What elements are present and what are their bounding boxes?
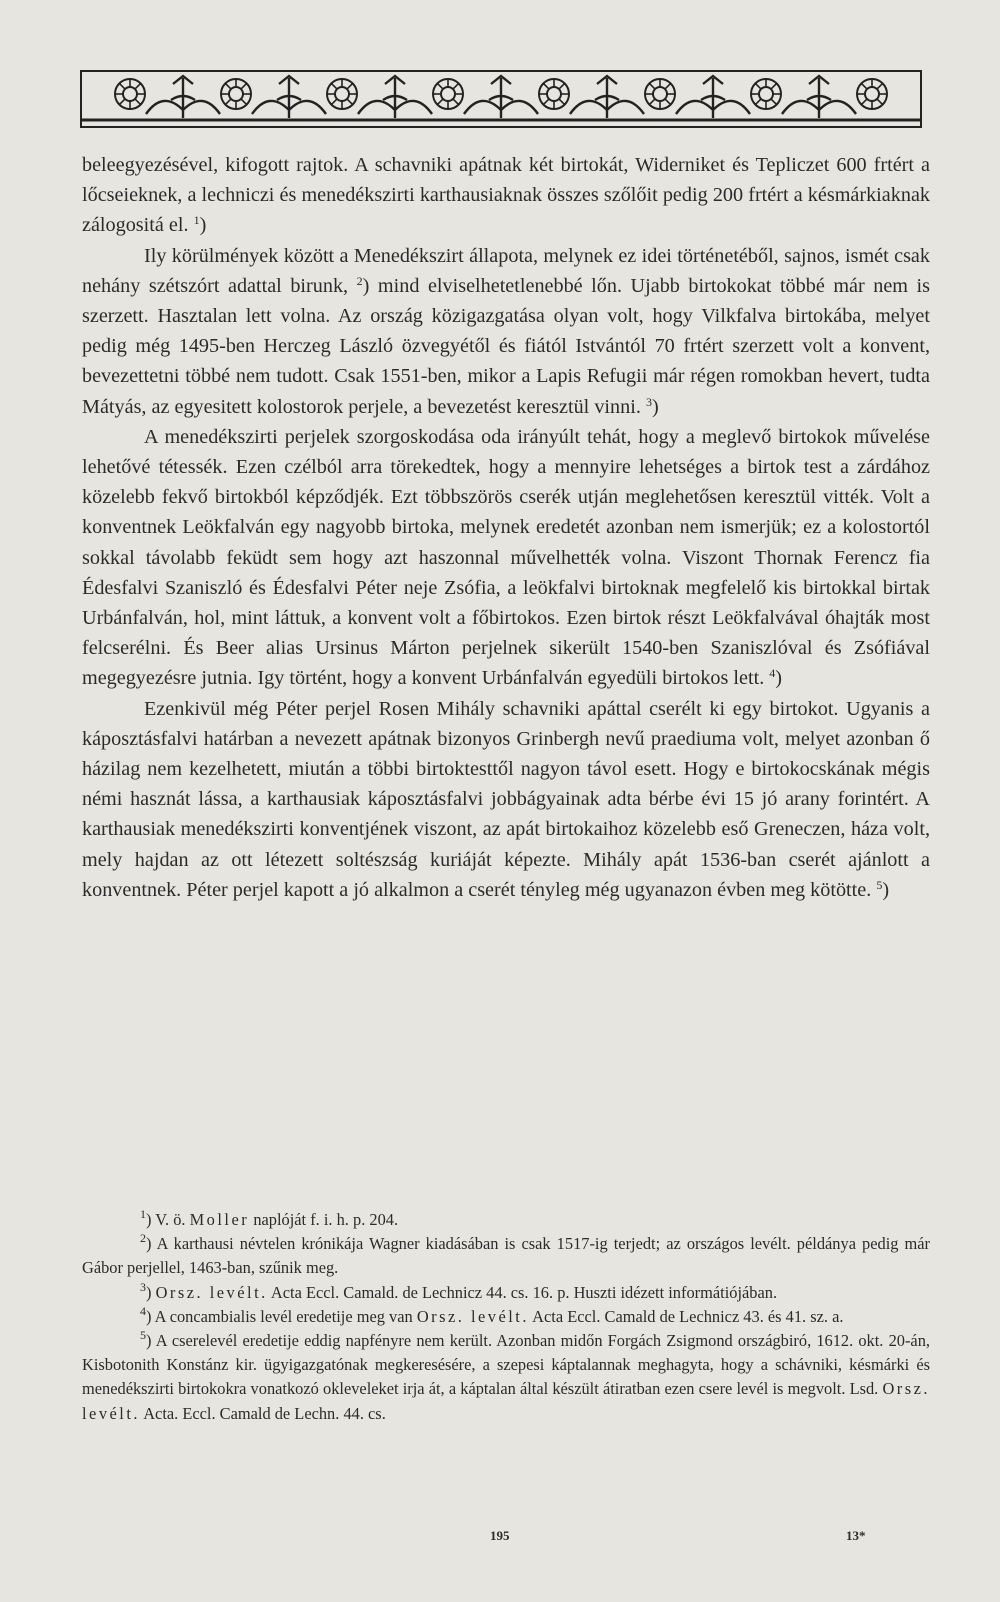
- signature-mark: 13*: [846, 1528, 866, 1543]
- footnote: $^3$) Orsz. levélt. Acta Eccl. Camald. de Lechnicz 44. cs. 16. p. Huszti idézett informátiójában.: [140, 1279, 778, 1302]
- footnote-text: A karthausi névtelen krónikája Wagner kiadásában is csak 1517-ig terjedt; az országos levélt. példánya pedig már Gábor perjellel, 1463-ban, szűnik meg.: [82, 1234, 930, 1278]
- rosette-ornament: [221, 79, 251, 109]
- footnote-text: Acta. Eccl. Camald de Lechn. 44. cs.: [140, 1403, 386, 1423]
- vine-ornament: [146, 76, 220, 118]
- footnote-mark: 5: [140, 1328, 146, 1343]
- decorative-header-border: [80, 70, 922, 128]
- footnote-mark: 3: [140, 1279, 146, 1294]
- rosette-ornament: [433, 79, 463, 109]
- paragraph-text: A menedékszirti perjelek szorgoskodása oda irányúlt tehát, hogy a meglevő birtokok művelése lehetővé tétessék. Ezen czélból arra törekedtek, hogy a mennyire lehetséges a birtok test a zárdához közelebb fekvő birtokból képződjék. Ezt többszörös cserék utján meglehetősen keresztül vitték. Volt a konventnek Leökfalván egy nagyobb birtoka, melynek eredetét azonban nem ismerjük; ez a kolostortól sokkal távolabb feküdt sem hogy azt haszonnal művelhették volna. Viszont Thornak Ferencz fia Édesfalvi Szaniszló és Édesfalvi Péter neje Zsófia, a leökfalvi birtoknak megfelelő kis birtokkal birtak Urbánfalván, hol, mint láttuk, a konvent volt a főbirtokos. Ezen birtok részt Leökfalvával óhajták most felcserélni. És Beer alias Ursinus Márton perjelnek sikerült 1540-ben Szaniszlóval és Zsófiával megegyezésre jutnia. Igy történt, hogy a konvent Urbánfalván egyedüli birtokos lett.: [82, 425, 930, 690]
- rosette-ornament: [115, 79, 145, 109]
- footnote-text: A concambialis levél eredetije meg van: [151, 1306, 417, 1326]
- footnote: $^4$) A concambialis levél eredetije meg van Orsz. levélt. Acta Eccl. Camald de Lechnicz 43. és 41. sz. a.: [140, 1303, 844, 1326]
- footnote-text: naplóját f. i. h. p. 204.: [249, 1210, 399, 1229]
- footnote-text: Acta Eccl. Camald. de Lechnicz 44. cs. 16. p. Huszti idézett informátiójában.: [267, 1282, 778, 1302]
- footnote-reference: 3: [645, 394, 652, 409]
- vine-ornament: [464, 76, 538, 118]
- spaced-source-reference: Moller: [189, 1210, 250, 1229]
- rosette-ornament: [857, 79, 887, 109]
- rosette-ornament: [539, 79, 569, 109]
- paragraph-text-continued: mind elviselhetetlenebbé lőn. Ujabb birtokokat többé már nem is szerzett. Hasztalan lett volna. Az ország közigazgatása olyan volt, hogy Vilkfalva birtokába, melyet pedig még 1495-ben Herczeg László özvegyétől és fiától Istvántól 70 frtért szerzett volt a konvent, bevezettetni többé nem tudott. Csak 1551-ben, mikor a Lapis Refugii már régen romokban hevert, tudta Mátyás, az egyesitett kolostorok perjele, a bevezetést keresztül vinni.: [82, 274, 931, 418]
- main-text: [82, 150, 930, 905]
- footnote-text: V. ö.: [151, 1210, 190, 1229]
- footnote: $^1$) V. ö. Moller naplóját f. i. h. p. 204.: [140, 1207, 399, 1229]
- footnote-reference: 2: [356, 273, 363, 288]
- footnote-mark: 2: [140, 1231, 146, 1246]
- rosette-ornament: [751, 79, 781, 109]
- footnote: $^2$) A karthausi névtelen krónikája Wagner kiadásában is csak 1517-ig terjedt; az országos levélt. példánya pedig már Gábor perjellel, 1463-ban, szűnik meg.: [82, 1231, 930, 1278]
- vine-ornament: [252, 76, 326, 118]
- footnote-separator: [82, 1201, 930, 1203]
- footnote: $^5$) A cserelevél eredetije eddig napfényre nem került. Azonban midőn Forgách Zsigmond országbiró, 1612. okt. 20-án, Kisbotonith Konstánz kir. ügyigazgatónak megkeresésére, a szepesi káptalannak meghagyta, hogy a schávniki, késmárki és menedékszirti birtokokra vonatkozó okleveleket irja át, a káptalan által készült átiratban ezen csere levél is megvolt. Lsd. Orsz. levélt. Acta. Eccl. Camald de Lechn. 44. cs.: [82, 1328, 930, 1423]
- footnote-reference: 1: [193, 213, 200, 228]
- spaced-source-reference: Orsz. levélt.: [416, 1306, 529, 1326]
- footnotes: [82, 1208, 930, 1426]
- footnote-text: Acta Eccl. Camald de Lechnicz 43. és 41. sz. a.: [528, 1306, 844, 1326]
- footnote-mark: 1: [140, 1207, 146, 1221]
- footnote-mark: 4: [140, 1303, 146, 1318]
- rosette-ornament: [645, 79, 675, 109]
- paragraph-text: beleegyezésével, kifogott rajtok. A schavniki apátnak két birtokát, Widerniket és Tepliczet 600 frtért a lőcseieknek, a lechniczi és menedékszirti karthausiaknak összes szőlőit pedig 200 frtért a késmárkiaknak zálogositá el.: [82, 154, 930, 237]
- vine-ornament: [358, 76, 432, 118]
- paragraph: Ily körülmények között a Menedékszirt állapota, melynek ez idei történetéből, sajnos, ismét csak nehány szétszórt adattal birunk, $^2$) mind elviselhetetlenebbé lőn. Ujabb birtokokat többé már nem is szerzett. Hasztalan lett volna. Az ország közigazgatása olyan volt, hogy Vilkfalva birtokába, melyet pedig még 1495-ben Herczeg László özvegyétől és fiától Istvántól 70 frtért szerzett volt a konvent, bevezettetni többé nem tudott. Csak 1551-ben, mikor a Lapis Refugii már régen romokban hevert, tudta Mátyás, az egyesitett kolostorok perjele, a bevezetést keresztül vinni. $^3$): [82, 244, 931, 418]
- spaced-source-reference: Orsz. levélt.: [155, 1282, 268, 1302]
- paragraph-text: Ily körülmények között a Menedékszirt állapota, melynek ez idei történetéből, sajnos, ismét csak nehány szétszórt adattal birunk,: [82, 244, 930, 297]
- vine-ornament: [676, 76, 750, 118]
- paragraph: A menedékszirti perjelek szorgoskodása oda irányúlt tehát, hogy a meglevő birtokok művelése lehetővé tétessék. Ezen czélból arra törekedtek, hogy a mennyire lehetséges a birtok test a zárdához közelebb fekvő birtokból képződjék. Ezt többszörös cserék utján meglehetősen keresztül vitték. Volt a konventnek Leökfalván egy nagyobb birtoka, melynek eredetét azonban nem ismerjük; ez a kolostortól sokkal távolabb feküdt sem hogy azt haszonnal művelhették volna. Viszont Thornak Ferencz fia Édesfalvi Szaniszló és Édesfalvi Péter neje Zsófia, a leökfalvi birtoknak megfelelő kis birtokkal birtak Urbánfalván, hol, mint láttuk, a konvent volt a főbirtokos. Ezen birtok részt Leökfalvával óhajták most felcserélni. És Beer alias Ursinus Márton perjelnek sikerült 1540-ben Szaniszlóval és Zsófiával megegyezésre jutnia. Igy történt, hogy a konvent Urbánfalván egyedüli birtokos lett. $^4$): [82, 425, 930, 690]
- page-number: 195: [490, 1528, 510, 1543]
- footnote-reference: 4: [769, 666, 776, 681]
- footnote-text: A cserelevél eredetije eddig napfényre nem került. Azonban midőn Forgách Zsigmond országbiró, 1612. okt. 20-án, Kisbotonith Konstánz kir. ügyigazgatónak megkeresésére, a szepesi káptalannak meghagyta, hogy a schávniki, késmárki és menedékszirti birtokokra vonatkozó okleveleket irja át, a káptalan által készült átiratban ezen csere levél is megvolt. Lsd.: [82, 1331, 930, 1399]
- vine-ornament: [570, 76, 644, 118]
- vine-ornament: [782, 76, 856, 118]
- spaced-source-reference: Orsz. levélt.: [82, 1379, 930, 1423]
- paragraph-text: Ezenkivül még Péter perjel Rosen Mihály schavniki apáttal cserélt ki egy birtokot. Ugyanis a káposztásfalvi határban a nevezett apátnak bizonyos Grinbergh nevű praediuma volt, melyet azonban ő házilag nem kezelhetett, miután a többi birtoktesttől nagyon távol esett. Hogy e birtokocskának mégis némi hasznát lássa, a karthausiak káposztásfalvi jobbágyainak adta bérbe évi 15 jó arany forintért. A karthausiak menedékszirti konventjének viszont, az apát birtokaihoz közelebb eső Greneczen, háza volt, mely hajdan az ott létezett soltészság kuriáját képezte. Mihály apát 1536-ban cserét ajánlott a konventnek. Péter perjel kapott a jó alkalmon a cserét tényleg még ugyanazon évben meg kötötte.: [82, 697, 930, 901]
- paragraph: Ezenkivül még Péter perjel Rosen Mihály schavniki apáttal cserélt ki egy birtokot. Ugyanis a káposztásfalvi határban a nevezett apátnak bizonyos Grinbergh nevű praediuma volt, melyet azonban ő házilag nem kezelhetett, miután a többi birtoktesttől nagyon távol esett. Hogy e birtokocskának mégis némi hasznát lássa, a karthausiak káposztásfalvi jobbágyainak adta bérbe évi 15 jó arany forintért. A karthausiak menedékszirti konventjének viszont, az apát birtokaihoz közelebb eső Greneczen, háza volt, mely hajdan az ott létezett soltészság kuriáját képezte. Mihály apát 1536-ban cserét ajánlott a konventnek. Péter perjel kapott a jó alkalmon a cserét tényleg még ugyanazon évben meg kötötte. $^5$): [82, 697, 930, 901]
- footnote-reference: 5: [876, 877, 883, 892]
- rosette-ornament: [327, 79, 357, 109]
- paragraph: beleegyezésével, kifogott rajtok. A schavniki apátnak két birtokát, Widerniket és Tepliczet 600 frtért a lőcseieknek, a lechniczi és menedékszirti karthausiaknak összes szőlőit pedig 200 frtért a késmárkiaknak zálogositá el. $^1$): [82, 154, 930, 237]
